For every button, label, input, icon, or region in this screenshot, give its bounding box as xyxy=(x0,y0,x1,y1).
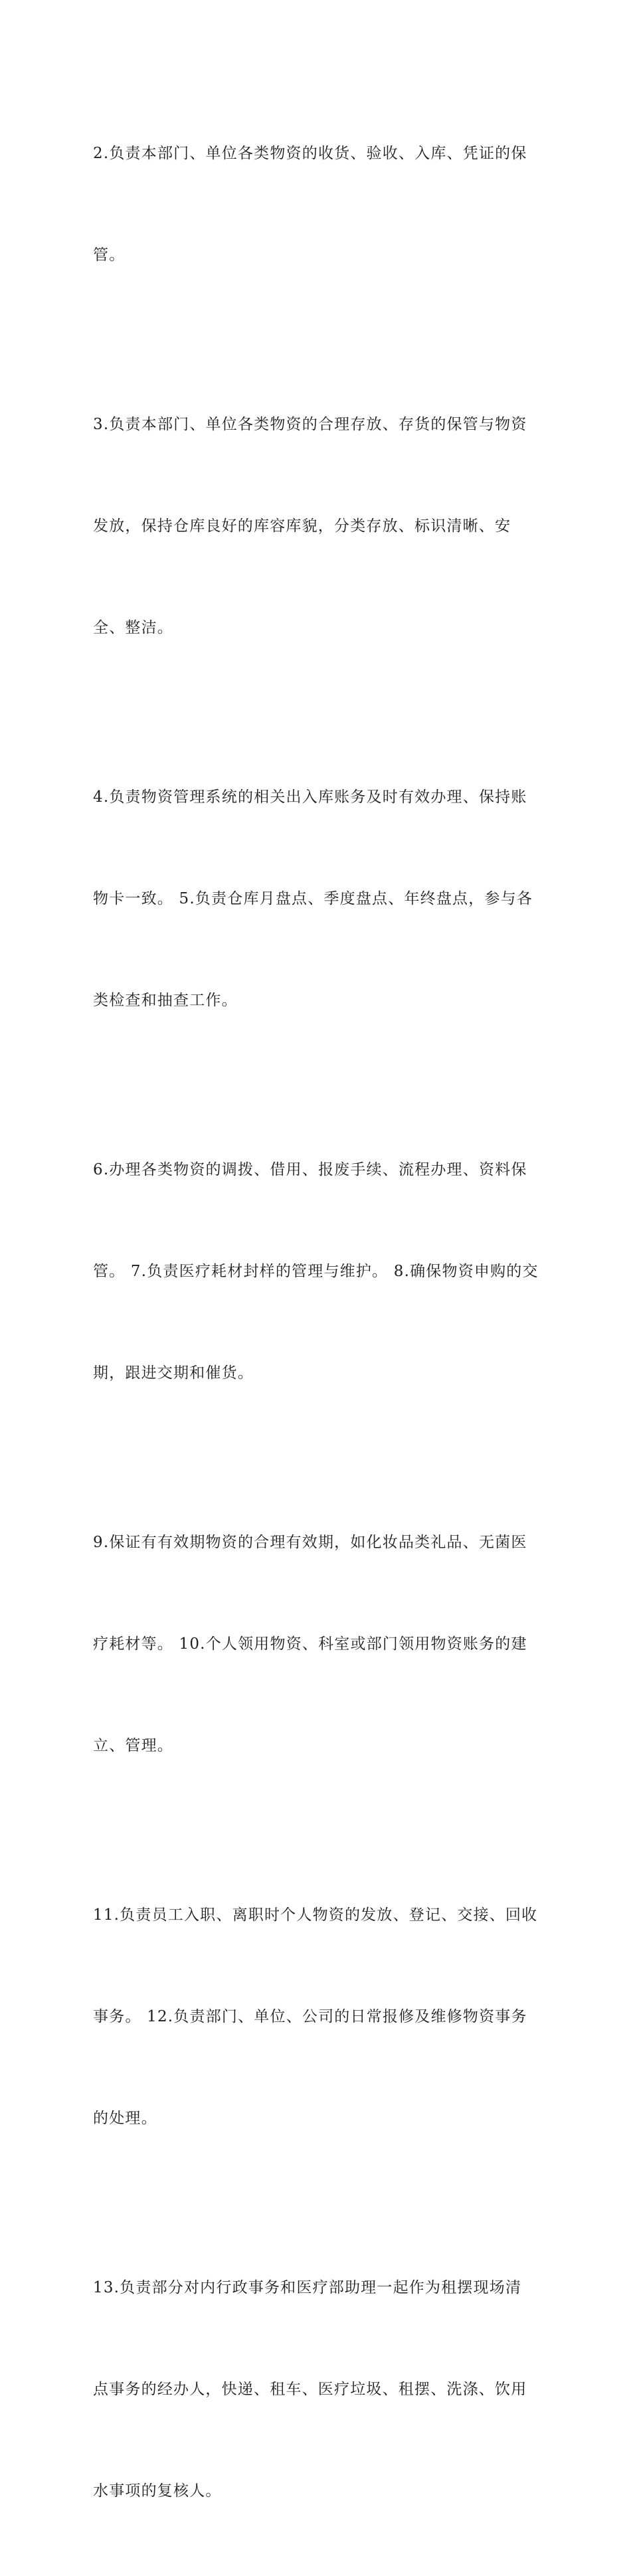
paragraph-line: 3.负责本部门、单位各类物资的合理存放、存货的保管与物资 xyxy=(93,416,527,433)
paragraph-line: 立、管理。 xyxy=(93,1737,173,1754)
paragraph-line: 期，跟进交期和催货。 xyxy=(93,1364,254,1382)
paragraph-line: 类检查和抽查工作。 xyxy=(93,992,238,1009)
paragraph-line: 疗耗材等。 10.个人领用物资、科室或部门领用物资账务的建 xyxy=(93,1635,527,1653)
paragraph-line: 9.保证有有效期物资的合理有效期，如化妆品类礼品、无菌医 xyxy=(93,1534,527,1551)
paragraph-line: 管。 xyxy=(93,246,126,264)
paragraph-line: 全、整洁。 xyxy=(93,619,173,636)
paragraph-line: 11.负责员工入职、离职时个人物资的发放、登记、交接、回收 xyxy=(93,1906,538,1924)
paragraph-item-3 xyxy=(93,340,545,713)
paragraph-line: 发放，保持仓库良好的库容库貌，分类存放、标识清晰、安 xyxy=(93,517,511,535)
paragraph-line: 点事务的经办人，快递、租车、医疗垃圾、租摆、洗涤、饮用 xyxy=(93,2381,527,2398)
paragraph-line: 的处理。 xyxy=(93,2110,157,2127)
document-body xyxy=(93,69,545,2576)
paragraph-line: 水事项的复核人。 xyxy=(93,2482,222,2500)
paragraph-line: 4.负责物资管理系统的相关出入库账务及时有效办理、保持账 xyxy=(93,788,527,806)
paragraph-item-2 xyxy=(93,69,545,340)
paragraph-item-6-8 xyxy=(93,1085,545,1458)
paragraph-line: 6.办理各类物资的调拨、借用、报废手续、流程办理、资料保 xyxy=(93,1161,527,1178)
paragraph-item-11-12 xyxy=(93,1831,545,2203)
paragraph-line: 事务。 12.负责部门、单位、公司的日常报修及维修物资事务 xyxy=(93,2008,527,2025)
paragraph-line: 管。 7.负责医疗耗材封样的管理与维护。 8.确保物资申购的交 xyxy=(93,1263,539,1280)
paragraph-line: 物卡一致。 5.负责仓库月盘点、季度盘点、年终盘点，参与各 xyxy=(93,890,533,907)
paragraph-line: 13.负责部分对内行政事务和医疗部助理一起作为租摆现场清 xyxy=(93,2279,522,2296)
paragraph-item-4-5 xyxy=(93,713,545,1085)
paragraph-line: 2.负责本部门、单位各类物资的收货、验收、入库、凭证的保 xyxy=(93,145,527,162)
paragraph-item-9-10 xyxy=(93,1458,545,1831)
paragraph-item-13 xyxy=(93,2203,545,2576)
